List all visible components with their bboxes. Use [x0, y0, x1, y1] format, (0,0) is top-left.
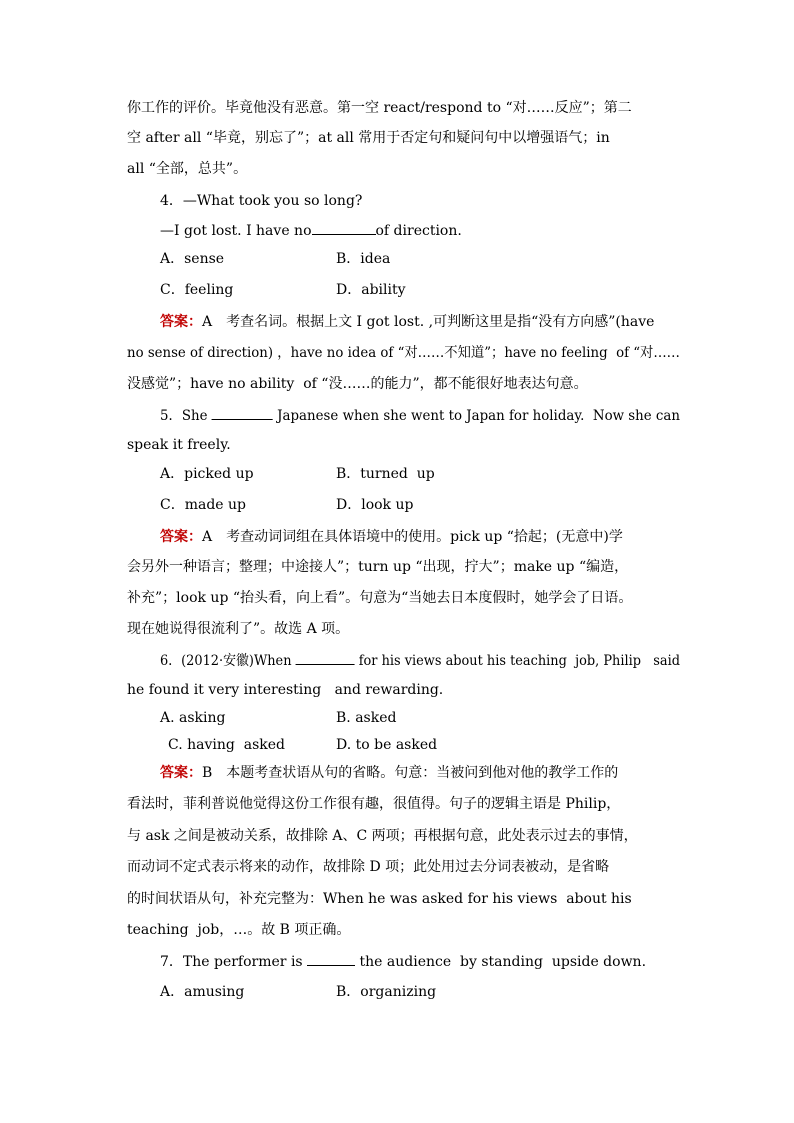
answer-label: 答案：	[160, 529, 202, 545]
question-4-stem-line2: —I got lost. I have no of direction.	[160, 220, 462, 241]
answer-explanation: no sense of direction) ，have no idea of “对……不知道”；have no feeling of “对……	[127, 345, 680, 361]
option-d: D．look up	[336, 497, 414, 513]
option-b: B．turned up	[336, 466, 435, 482]
answer-blank	[212, 405, 273, 420]
answer-explanation: 补充”；look up “抬头看，向上看”。句意为“当她去日本度假时，她学会了日语。	[127, 590, 633, 606]
question-5-stem: 5．She Japanese when she went to Japan for holiday. Now she can	[160, 405, 680, 426]
option-b: B. asked	[336, 710, 397, 726]
answer-blank	[307, 951, 355, 966]
option-a: A．amusing	[160, 984, 245, 1000]
text-line: 空 after all “毕竟，别忘了”；at all 常用于否定句和疑问句中以增强语气；in	[127, 130, 610, 146]
option-c: C．made up	[160, 497, 247, 513]
answer-explanation: 与 ask 之间是被动关系，故排除 A、C 两项；再根据句意，此处表示过去的事情，	[127, 828, 638, 844]
answer-explanation: 答案：A 考查名词。根据上文 I got lost. ,可判断这里是指“没有方向感”(have	[160, 314, 655, 330]
answer-explanation: 没感觉”；have no ability of “没……的能力”，都不能很好地表达句意。	[127, 376, 588, 392]
option-c: C. having asked	[168, 737, 286, 753]
question-7-stem: 7．The performer is the audience by standing upside down.	[160, 951, 646, 972]
answer-explanation: 会另外一种语言；整理；中途接人”；turn up “出现，拧大”；make up “编造，	[127, 559, 629, 575]
answer-label: 答案：	[160, 765, 202, 781]
answer-explanation: 答案：B 本题考查状语从句的省略。句意：当被问到他对他的教学工作的	[160, 765, 619, 781]
option-c: C．feeling	[160, 282, 234, 298]
answer-explanation: 答案：A 考查动词词组在具体语境中的使用。pick up “拾起；(无意中)学	[160, 529, 623, 545]
question-6-stem: 6．(2012·安徽)When for his views about his teaching job, Philip said	[160, 650, 680, 671]
answer-explanation: teaching job，…。故 B 项正确。	[127, 922, 351, 938]
text-line: all “全部，总共”。	[127, 161, 248, 177]
option-b: B．organizing	[336, 984, 437, 1000]
answer-explanation: 的时间状语从句，补充完整为：When he was asked for his views about his	[127, 891, 632, 907]
question-6-stem-line2: he found it very interesting and rewarding.	[127, 682, 444, 698]
question-5-stem-line2: speak it freely.	[127, 437, 231, 453]
option-a: A．sense	[160, 251, 225, 267]
answer-blank	[296, 650, 355, 665]
answer-blank	[312, 220, 376, 235]
option-d: D. to be asked	[336, 737, 438, 753]
answer-label: 答案：	[160, 314, 202, 330]
option-d: D．ability	[336, 282, 406, 298]
answer-explanation: 看法时，菲利普说他觉得这份工作很有趣，很值得。句子的逻辑主语是 Philip，	[127, 796, 621, 812]
answer-explanation: 现在她说得很流利了”。故选 A 项。	[127, 621, 350, 637]
option-a: A．picked up	[160, 466, 254, 482]
text-line: 你工作的评价。毕竟他没有恶意。第一空 react/respond to “对……反应”；第二	[127, 100, 632, 116]
answer-explanation: 而动词不定式表示将来的动作，故排除 D 项；此处用过去分词表被动，是省略	[127, 859, 610, 875]
option-b: B．idea	[336, 251, 391, 267]
option-a: A. asking	[160, 710, 226, 726]
question-4-stem: 4．—What took you so long?	[160, 193, 363, 209]
